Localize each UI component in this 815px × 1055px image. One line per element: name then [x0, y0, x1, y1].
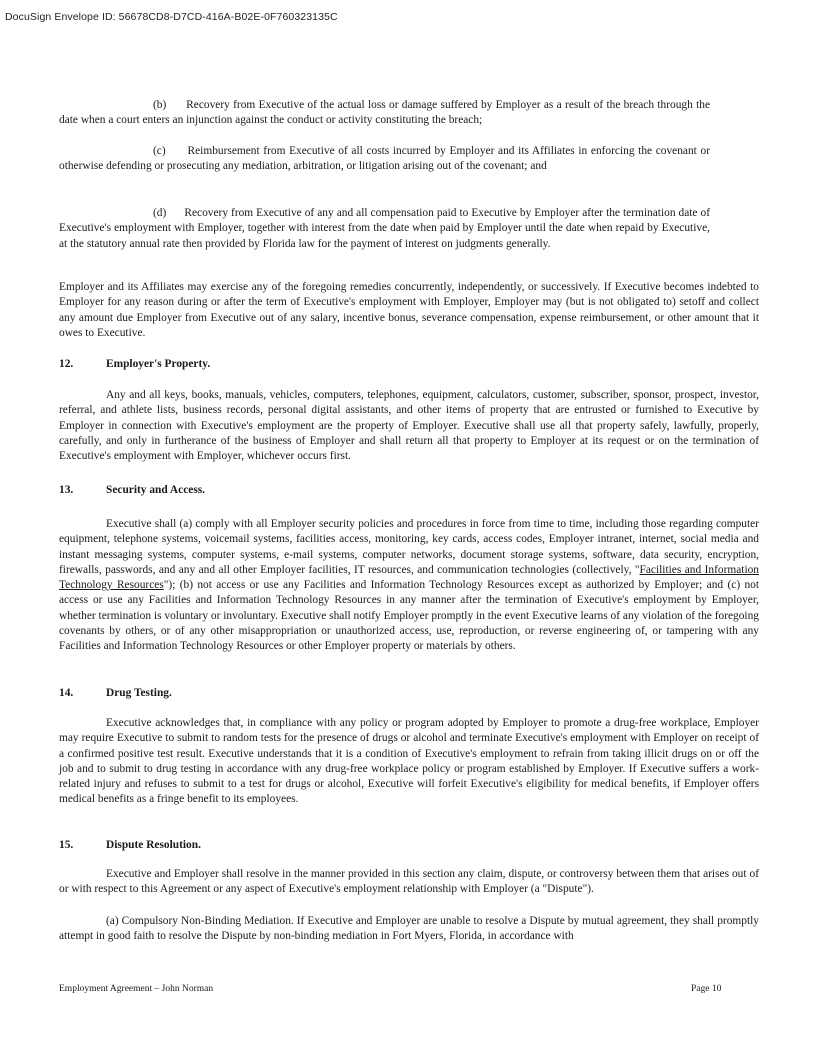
section-12-body: Any and all keys, books, manuals, vehicles, computers, telephones, equipment, calculators, customer, subscriber, sponsor, prospect, investor, referral, and athlete lists, business records, personal digital assistants, and other items of property that are entrusted or furnished to Executive by Employer in connection with Executive's employment are the property of Employer. Executive shall use all that property safely, lawfully, properly, carefully, and only in furtherance of the business of Employer and shall return all that property to Employer at its request or on the termination of Executive's employment with Employer, whichever occurs first. [59, 389, 759, 463]
clause-d-label: (d) [153, 207, 167, 219]
clause-c-label: (c) [153, 145, 166, 157]
section-13-body-after: "); (b) not access or use any Facilities and Information Technology Resources except as authorized by Employer; and (c) not access or use any Facilities and Information Technology Resources in any manner after the termination of Executive's employment by Employer, whether termination is voluntary or involuntary. Executive shall notify Employer promptly in the event Executive learns of any violation of the foregoing covenants by others, or of any other misappropriation or unauthorized access, use, reproduction, or reverse engineering of, or tampering with any Facilities and Information Technology Resources or other Employer property or materials by others. [59, 579, 759, 653]
section-14-body: Executive acknowledges that, in compliance with any policy or program adopted by Employer to promote a drug-free workplace, Employer may require Executive to submit to random tests for the presence of drugs or alcohol and terminate Executive's employment with Employer on receipt of a confirmed positive test result. Executive understands that it is a condition of Executive's employment to refrain from taking illicit drugs on or off the job and to submit to drug testing in accordance with any drug-free workplace policy or program established by Employer. If Executive suffers a work-related injury and refuses to submit to a test for drugs or alcohol, Executive will forfeit Executive's eligibility for medical benefits, if Employer offers medical benefits as a fringe benefit to its employees. [59, 717, 759, 806]
footer-page-number: Page 10 [691, 984, 722, 994]
clause-d-text: Recovery from Executive of any and all compensation paid to Executive by Employer after the termination date of Executive's employment with Employer, together with interest from the date when paid by Employer until the date when repaid by Executive, at the statutory annual rate then provided by Florida law for the payment of interest on judgments generally. [59, 207, 710, 250]
clause-c-text: Reimbursement from Executive of all costs incurred by Employer and its Affiliates in enforcing the covenant or otherwise defending or prosecuting any mediation, arbitration, or litigation arising out of the covenant; and [59, 145, 710, 173]
clause-b [59, 98, 710, 129]
docusign-envelope-id: DocuSign Envelope ID: 56678CD8-D7CD-416A-B02E-0F760323135C [5, 11, 338, 23]
footer-document-title: Employment Agreement – John Norman [59, 984, 214, 994]
clause-d [59, 206, 710, 252]
clause-b-text: Recovery from Executive of the actual loss or damage suffered by Employer as a result of the breach through the date when a court enters an injunction against the conduct or activity constituting the breach; [59, 99, 711, 127]
section-15-body: Executive and Employer shall resolve in the manner provided in this section any claim, dispute, or controversy between them that arises out of or with respect to this Agreement or any aspect of Executive's employment relationship with Employer (a "Dispute"). [59, 868, 759, 896]
section-13-body [59, 517, 759, 655]
section-14-number: 14. [59, 687, 74, 699]
clause-c [59, 144, 710, 175]
section-12-number: 12. [59, 358, 74, 370]
clause-b-label: (b) [153, 99, 167, 111]
section-12-title: Employer's Property. [106, 358, 211, 370]
section-13-title: Security and Access. [106, 484, 206, 496]
defined-term-facilities: Facilities and Information Technology Resources [59, 563, 760, 592]
section-13-number: 13. [59, 484, 74, 496]
section-14-title: Drug Testing. [106, 687, 172, 699]
section-13-body-before: Executive shall (a) comply with all Employer security policies and procedures in force from time to time, including those regarding computer equipment, telephone systems, voicemail systems, facilities access, monitoring, key cards, access codes, Employer intranet, internet, social media and instant messaging systems, computer systems, e-mail systems, computer networks, document storage systems, software, data security, encryption, firewalls, passwords, and any and all other Employer facilities, IT resources, and communication technologies (collectively, " [59, 518, 759, 576]
remedies-paragraph: Employer and its Affiliates may exercise any of the foregoing remedies concurrently, independently, or successively. If Executive becomes indebted to Employer for any reason during or after the term of Executive's employment with Employer, Employer may (but is not obligated to) setoff and collect any amount due Employer from Executive out of any salary, incentive bonus, severance compensation, expense reimbursement, or other amount that it owes to Executive. [59, 281, 759, 339]
section-15-title: Dispute Resolution. [106, 839, 201, 851]
section-15-number: 15. [59, 839, 74, 851]
section-15-subsection-a: (a) Compulsory Non-Binding Mediation. If Executive and Employer are unable to resolve a Dispute by mutual agreement, they shall promptly attempt in good faith to resolve the Dispute by non-binding mediation in Fort Myers, Florida, in accordance with [59, 915, 759, 943]
